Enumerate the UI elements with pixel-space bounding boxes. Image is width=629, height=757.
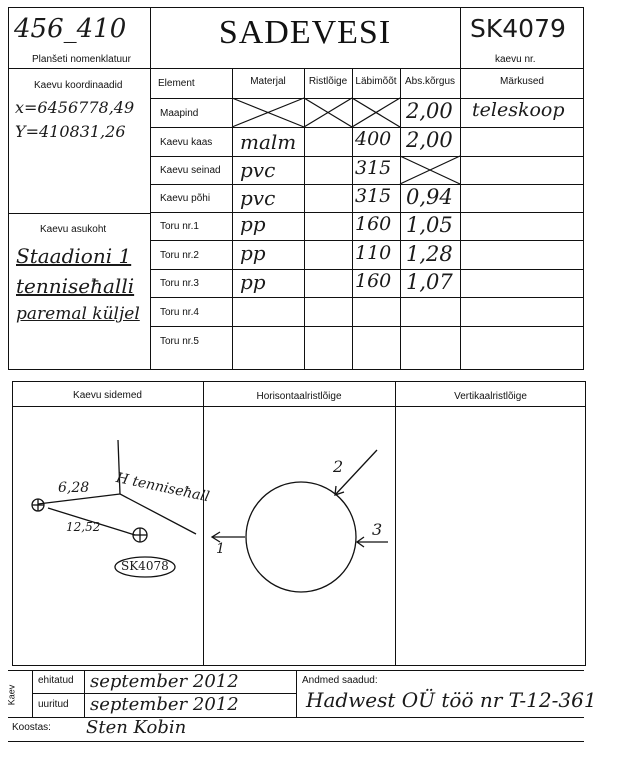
row-element: Kaevu kaas [160,137,213,148]
vertical-label: Vertikaalristlõige [454,391,527,402]
nomenclature-value: 456_410 [14,14,127,44]
row-height: 1,28 [406,242,453,266]
header-notes: Märkused [500,76,544,87]
header-height: Abs.kõrgus [404,76,456,87]
header-diameter: Läbimõõt [355,76,397,87]
footer-kaev-divider [32,670,33,717]
surveyed-value: september 2012 [90,694,239,715]
row-height: 1,05 [406,213,453,237]
pipe-2-label: 2 [333,457,344,476]
footer-data-divider [296,670,297,717]
row-material: malm [240,130,297,154]
row-height: 2,00 [406,128,453,152]
row-element: Toru nr.2 [160,250,199,261]
row-notes: teleskoop [472,99,565,121]
row-element: Kaevu põhi [160,193,211,204]
built-label: ehitatud [38,675,74,686]
row-diameter: 315 [355,185,392,207]
footer-label-divider [84,670,85,717]
row-diameter: 315 [355,157,392,179]
neighbor-well-label: SK4078 [121,559,169,573]
location-line-2: tenniseħalli [16,274,135,298]
row-element: Toru nr.4 [160,307,199,318]
well-number: SK4079 [470,14,566,43]
building-label: H tenniseħall [114,470,211,506]
row-material: pp [240,270,266,294]
pipe-1-label: 1 [216,541,225,557]
distance-1: 6,28 [58,480,90,496]
row-element: Toru nr.3 [160,278,199,289]
coords-label: Kaevu koordinaadid [34,80,123,91]
header-element: Element [158,78,195,89]
horizontal-label: Horisontaalristlõige [256,391,342,402]
row-diameter: 110 [355,242,392,264]
author-label: Koostas: [12,722,51,733]
row-height: 0,94 [406,185,453,209]
header-material: Materjal [250,76,286,87]
author-value: Sten Kobin [86,717,187,738]
row-element: Maapind [160,108,199,119]
row-material: pp [240,241,266,265]
location-line-1: Staadioni 1 [16,244,132,268]
location-line-3: paremal küljel [16,304,140,324]
coord-y: Y=410831,26 [15,122,126,141]
ties-label: Kaevu sidemed [73,390,142,401]
row-diameter: 400 [355,128,392,150]
page-title: SADEVESI [218,14,392,51]
row-diameter: 160 [355,270,392,292]
row-element: Toru nr.1 [160,221,199,232]
distance-2: 12,52 [66,520,101,534]
row-height: 1,07 [406,270,453,294]
row-material: pvc [240,186,276,210]
surveyed-label: uuritud [38,699,69,710]
well-number-label: kaevu nr. [495,54,536,65]
row-diameter: 160 [355,213,392,235]
footer-end-line [8,741,584,742]
row-element: Kaevu seinad [160,165,221,176]
row-material: pvc [240,158,276,182]
coord-x: x=6456778,49 [15,98,135,117]
data-source-value: Hadwest OÜ töö nr T-12-361 [306,688,597,712]
row-height: 2,00 [406,99,453,123]
kaev-label: Kaev [6,684,17,706]
header-section: Ristlõige [308,76,348,87]
location-label: Kaevu asukoht [40,224,107,235]
built-value: september 2012 [90,671,239,692]
row-element: Toru nr.5 [160,336,199,347]
row-material: pp [240,212,266,236]
pipe-3-label: 3 [372,520,383,539]
nomenclature-label: Planšeti nomenklatuur [32,54,131,65]
data-source-label: Andmed saadud: [302,675,378,686]
